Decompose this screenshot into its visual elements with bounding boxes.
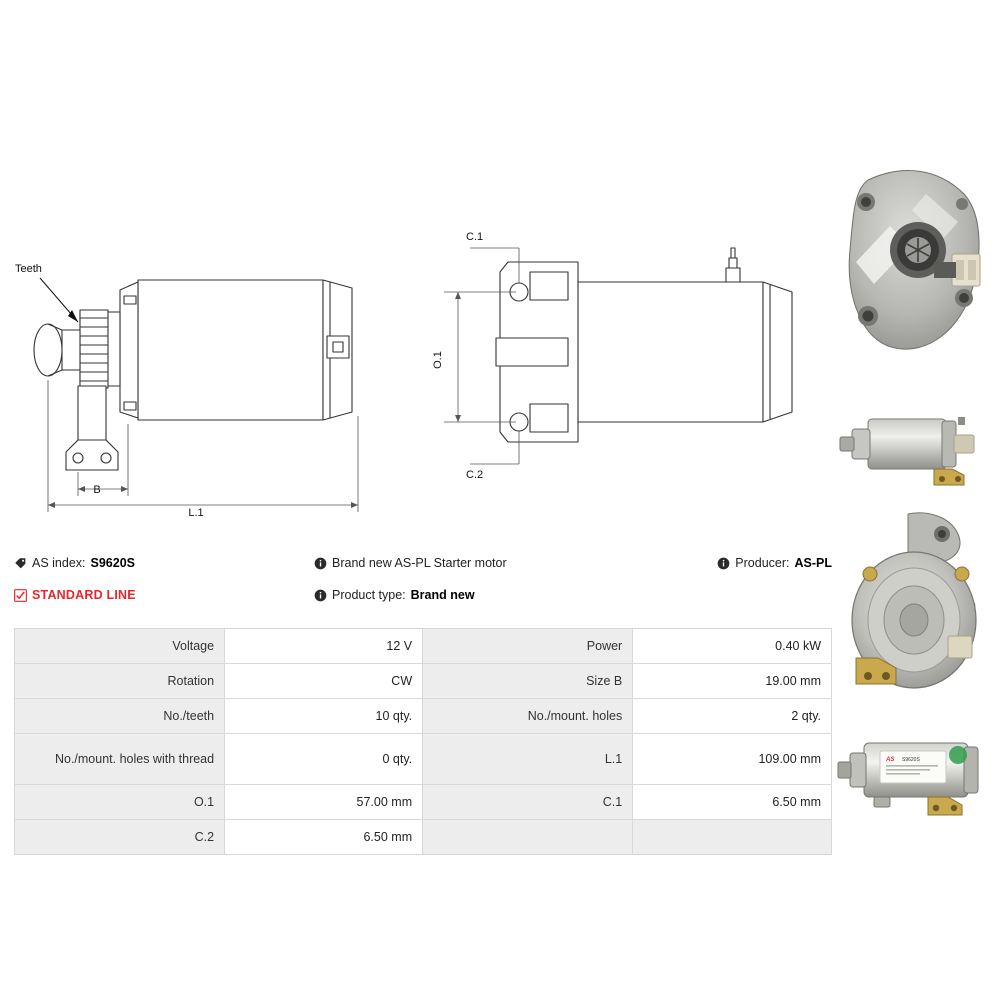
drawing-label-l1: L.1 xyxy=(188,507,204,519)
spec-label: C.1 xyxy=(423,785,633,820)
producer-value: AS-PL xyxy=(794,556,832,570)
drawing-label-c2: C.2 xyxy=(466,469,484,481)
spec-value: 0.40 kW xyxy=(633,629,832,664)
info-icon xyxy=(314,557,327,570)
spec-label: Rotation xyxy=(15,664,225,699)
starter-front-housing-photo[interactable] xyxy=(830,150,1000,385)
as-index-value: S9620S xyxy=(90,556,135,570)
description-text: Brand new AS-PL Starter motor xyxy=(332,556,507,570)
product-type-label: Product type: xyxy=(332,588,406,602)
spec-value: 2 qty. xyxy=(633,699,832,734)
spec-table-body xyxy=(15,629,832,855)
spec-label: Power xyxy=(423,629,633,664)
photo-label-brand: AS xyxy=(886,757,895,763)
table-row xyxy=(15,820,832,855)
description-item xyxy=(314,556,694,570)
spec-label: No./mount. holes xyxy=(423,699,633,734)
spec-value: 19.00 mm xyxy=(633,664,832,699)
specifications-table xyxy=(14,628,832,855)
standard-line-label: STANDARD LINE xyxy=(32,588,136,602)
product-type-item xyxy=(314,588,694,602)
producer-label: Producer: xyxy=(735,556,790,570)
table-row xyxy=(15,629,832,664)
spec-label: O.1 xyxy=(15,785,225,820)
drawing-label-c1: C.1 xyxy=(466,231,484,243)
starter-side-small-photo[interactable] xyxy=(830,389,1000,504)
spec-value: 10 qty. xyxy=(225,699,423,734)
technical-drawings-area xyxy=(0,0,840,540)
check-square-icon xyxy=(14,589,27,602)
technical-drawing-svg xyxy=(0,0,840,540)
drawing-label-teeth: Teeth xyxy=(15,263,42,275)
standard-line-item xyxy=(14,588,314,602)
producer-item xyxy=(694,556,832,570)
spec-value: 6.50 mm xyxy=(225,820,423,855)
spec-label: L.1 xyxy=(423,734,633,785)
as-index-label: AS index: xyxy=(32,556,86,570)
spec-value: 109.00 mm xyxy=(633,734,832,785)
table-row xyxy=(15,664,832,699)
tag-icon xyxy=(14,557,27,570)
spec-empty-cell xyxy=(423,820,633,855)
product-info-area xyxy=(14,556,832,618)
table-row xyxy=(15,785,832,820)
table-row xyxy=(15,734,832,785)
starter-rear-housing-photo[interactable] xyxy=(830,508,1000,713)
drawing-label-b: B xyxy=(93,484,101,496)
spec-label: Voltage xyxy=(15,629,225,664)
spec-value: 6.50 mm xyxy=(633,785,832,820)
spec-label: No./mount. holes with thread xyxy=(15,734,225,785)
starter-labelled-body-photo[interactable] xyxy=(830,717,1000,832)
info-row-1 xyxy=(14,556,832,578)
spec-empty-cell xyxy=(633,820,832,855)
spec-label: C.2 xyxy=(15,820,225,855)
spec-value: 12 V xyxy=(225,629,423,664)
photo-label-index: S9620S xyxy=(902,757,920,763)
table-row xyxy=(15,699,832,734)
drawing-label-o1: O.1 xyxy=(432,351,444,369)
info-icon xyxy=(717,557,730,570)
spec-value: CW xyxy=(225,664,423,699)
product-photos-column xyxy=(830,150,1000,836)
spec-label: No./teeth xyxy=(15,699,225,734)
spec-value: 57.00 mm xyxy=(225,785,423,820)
product-type-value: Brand new xyxy=(410,588,475,602)
info-row-2 xyxy=(14,588,832,610)
spec-label: Size B xyxy=(423,664,633,699)
spec-value: 0 qty. xyxy=(225,734,423,785)
as-index-item xyxy=(14,556,314,570)
info-icon xyxy=(314,589,327,602)
